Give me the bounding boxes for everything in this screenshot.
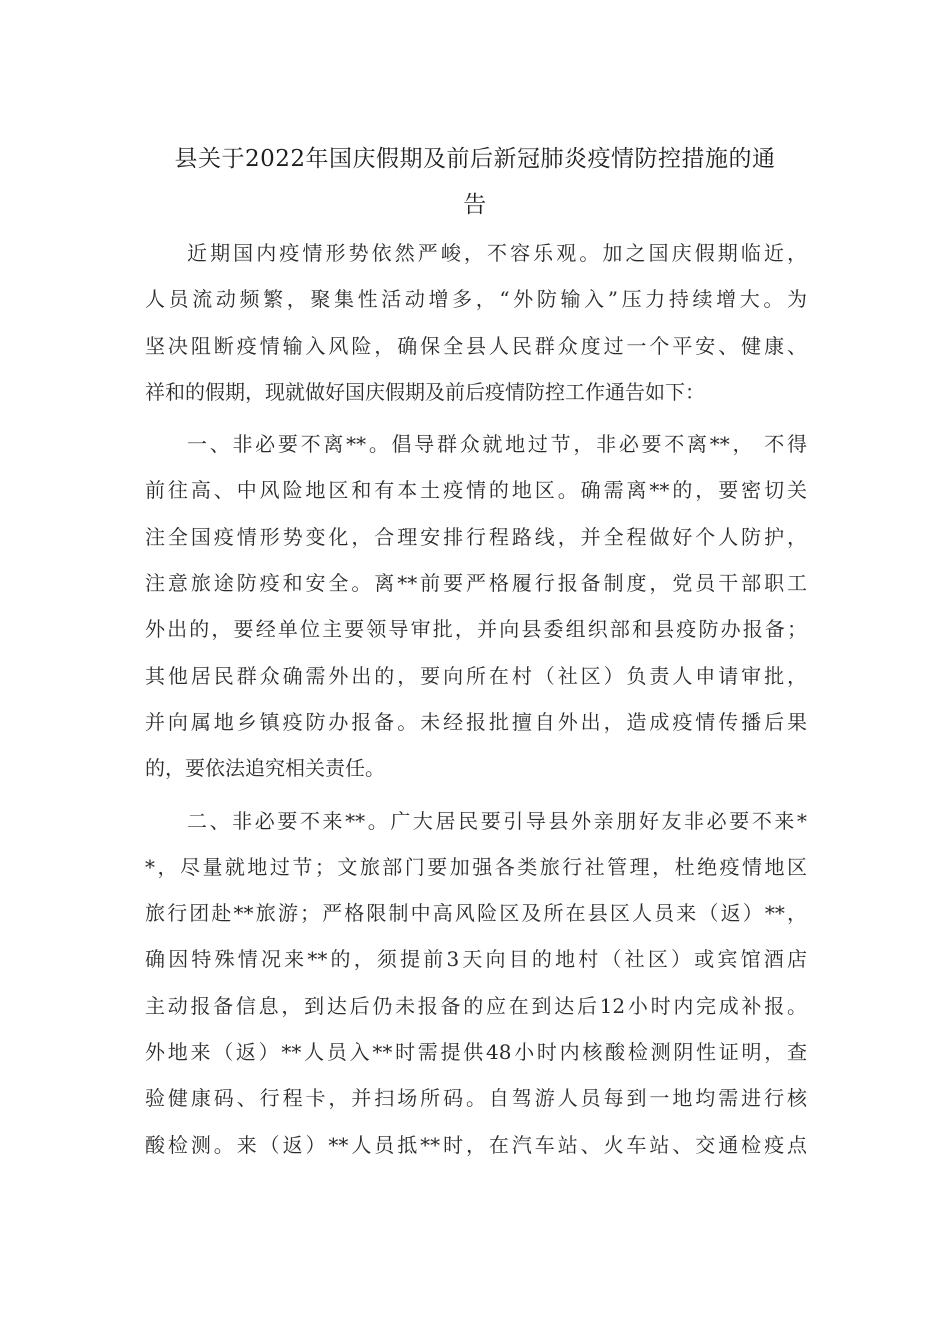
paragraph-2-line-5: 外出的，要经单位主要领导审批，并向县委组织部和县疫防办报备；: [145, 617, 807, 642]
document-body: [145, 236, 807, 1174]
paragraph-2-line-3: 注全国疫情形势变化，合理安排行程路线，并全程做好个人防护，: [145, 524, 807, 549]
document-title-line-2: 告: [463, 192, 487, 218]
paragraph-3-line-8: 酸检测。来（返）**人员抵**时，在汽车站、火车站、交通检疫点: [145, 1132, 807, 1157]
paragraph-3-line-2: *，尽量就地过节；文旅部门要加强各类旅行社管理，杜绝疫情地区: [145, 854, 807, 879]
paragraph-3-line-5: 主动报备信息，到达后仍未报备的应在到达后12小时内完成补报。: [145, 993, 807, 1018]
paragraph-1-line-1: 近期国内疫情形势依然严峻，不容乐观。加之国庆假期临近，: [187, 241, 807, 265]
paragraph-1-line-2: 人员流动频繁，聚集性活动增多，“外防输入”压力持续增大。为: [145, 287, 807, 312]
paragraph-3-line-3: 旅行团赴**旅游；严格限制中高风险区及所在县区人员来（返）**，: [145, 901, 807, 926]
document-title-line-1: 县关于2022年国庆假期及前后新冠肺炎疫情防控措施的通: [174, 146, 776, 172]
paragraph-3-line-6: 外地来（返）**人员入**时需提供48小时内核酸检测阴性证明，查: [145, 1040, 807, 1065]
paragraph-3-line-1: 二、非必要不来**。广大居民要引导县外亲朋好友非必要不来*: [187, 808, 807, 833]
paragraph-1-line-4: 祥和的假期，现就做好国庆假期及前后疫情防控工作通告如下：: [145, 379, 705, 404]
paragraph-3-line-4: 确因特殊情况来**的，须提前3天向目的地村（社区）或宾馆酒店: [145, 947, 807, 972]
paragraph-2-line-1: 一、非必要不离**。倡导群众就地过节，非必要不离**， 不得: [187, 432, 807, 457]
paragraph-3-line-7: 验健康码、行程卡，并扫场所码。自驾游人员每到一地均需进行核: [145, 1086, 807, 1111]
paragraph-2-line-8: 的，要依法追究相关责任。: [145, 756, 385, 781]
paragraph-2-line-4: 注意旅途防疫和安全。离**前要严格履行报备制度，党员干部职工: [145, 571, 807, 596]
paragraph-1-line-3: 坚决阻断疫情输入风险，确保全县人民群众度过一个平安、健康、: [145, 333, 807, 358]
paragraph-2-line-2: 前往高、中风险地区和有本土疫情的地区。确需离**的，要密切关: [145, 478, 807, 503]
paragraph-2-line-7: 并向属地乡镇疫防办报备。未经报批擅自外出，造成疫情传播后果: [145, 709, 807, 734]
paragraph-2-line-6: 其他居民群众确需外出的，要向所在村（社区）负责人申请审批，: [145, 663, 807, 688]
